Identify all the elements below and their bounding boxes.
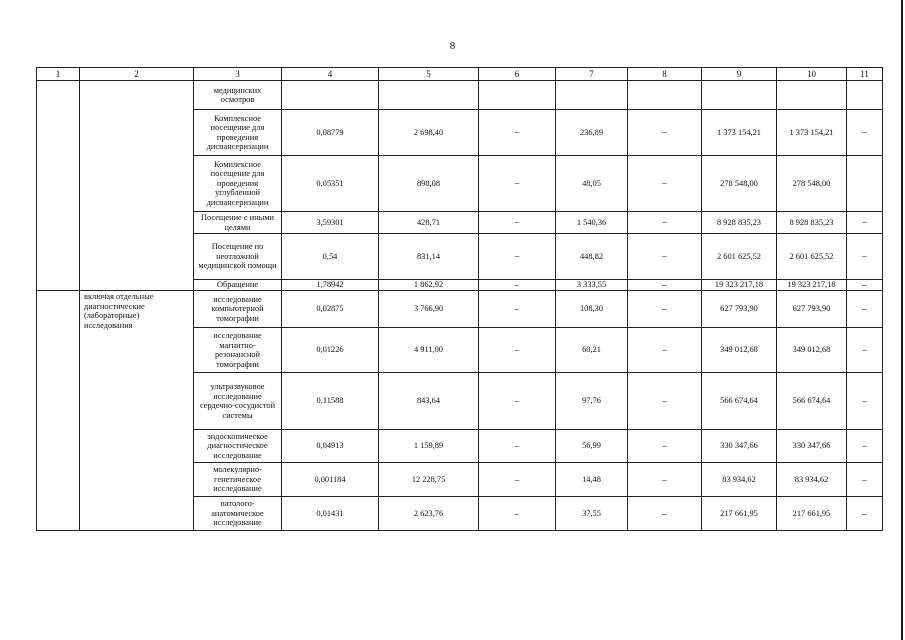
col-6: – [479,497,556,531]
col-6 [479,81,556,110]
volume-norm: 0,08779 [282,110,379,156]
col-1-cell [37,291,80,531]
volume-norm: 0,001184 [282,463,379,497]
per-capita: 236,89 [556,110,628,156]
volume-norm: 3,59301 [282,212,379,234]
col-6: – [479,280,556,291]
column-number-11: 11 [847,68,883,81]
total-amount [702,81,777,110]
total-amount: 330 347,66 [702,430,777,463]
col-6: – [479,110,556,156]
per-capita: 14,48 [556,463,628,497]
service-name: Обращение [194,280,282,291]
volume-norm: 0,04913 [282,430,379,463]
total-amount-2: 2 601 625,52 [777,234,847,280]
service-name: Комплексное посещение для проведения диспансеризации [194,110,282,156]
per-capita: 97,76 [556,373,628,430]
col-2-cell [80,81,194,291]
col-1-cell [37,81,80,291]
col-11 [847,156,883,212]
col-6: – [479,291,556,328]
volume-norm: 0,01226 [282,328,379,373]
total-amount: 278 548,00 [702,156,777,212]
col-6: – [479,373,556,430]
total-amount: 2 601 625,52 [702,234,777,280]
col-11: – [847,280,883,291]
page-edge [901,0,903,640]
service-name: Посещение с иными целями [194,212,282,234]
total-amount-2: 8 928 835,23 [777,212,847,234]
cost-norm: 428,71 [379,212,479,234]
total-amount-2: 566 674,64 [777,373,847,430]
table-row [37,291,883,328]
column-number-6: 6 [479,68,556,81]
per-capita: 3 333,55 [556,280,628,291]
col-11: – [847,373,883,430]
column-number-10: 10 [777,68,847,81]
per-capita: 60,21 [556,328,628,373]
column-number-9: 9 [702,68,777,81]
cost-norm: 2 698,40 [379,110,479,156]
cost-norm: 2 623,76 [379,497,479,531]
col-8: – [628,373,702,430]
col-6: – [479,463,556,497]
service-name: эндоскопическое диагностическое исследование [194,430,282,463]
volume-norm: 0,01431 [282,497,379,531]
col-6: – [479,328,556,373]
per-capita: 37,55 [556,497,628,531]
cost-norm: 843,64 [379,373,479,430]
col-8: – [628,497,702,531]
column-number-3: 3 [194,68,282,81]
col-8: – [628,212,702,234]
total-amount: 83 934,62 [702,463,777,497]
col-8: – [628,234,702,280]
service-name: ультразвуковое исследование сердечно-сосудистой системы [194,373,282,430]
total-amount: 19 323 217,18 [702,280,777,291]
cost-norm: 831,14 [379,234,479,280]
col-8: – [628,328,702,373]
col-11: – [847,463,883,497]
per-capita: 48,05 [556,156,628,212]
cost-norm: 12 228,75 [379,463,479,497]
volume-norm: 0,54 [282,234,379,280]
volume-norm [282,81,379,110]
per-capita: 108,30 [556,291,628,328]
total-amount-2: 19 323 217,18 [777,280,847,291]
total-amount-2: 349 012,68 [777,328,847,373]
column-number-4: 4 [282,68,379,81]
column-number-row [37,68,883,81]
cost-norm: 3 766,90 [379,291,479,328]
cost-norm: 898,08 [379,156,479,212]
per-capita: 1 540,36 [556,212,628,234]
col-11: – [847,328,883,373]
page-number: 8 [449,40,456,52]
volume-norm: 0,05351 [282,156,379,212]
total-amount-2: 217 661,95 [777,497,847,531]
column-number-5: 5 [379,68,479,81]
per-capita: 56,99 [556,430,628,463]
col-11: – [847,212,883,234]
col-6: – [479,212,556,234]
per-capita: 448,82 [556,234,628,280]
total-amount-2: 330 347,66 [777,430,847,463]
col-8: – [628,156,702,212]
table-row [37,81,883,110]
volume-norm: 0,11588 [282,373,379,430]
cost-norm [379,81,479,110]
per-capita [556,81,628,110]
service-name: молекулярно-генетическое исследование [194,463,282,497]
service-name: Комплексное посещение для проведения углубленной диспансеризации [194,156,282,212]
service-name: исследование магнитно-резонансной томографии [194,328,282,373]
col-11: – [847,497,883,531]
total-amount: 627 793,90 [702,291,777,328]
col-8: – [628,430,702,463]
service-name: Посещение по неотложной медицинской помощи [194,234,282,280]
column-number-1: 1 [37,68,80,81]
section-label: включая отдельные диагностические (лабораторные) исследования [80,291,194,531]
total-amount: 217 661,95 [702,497,777,531]
col-8: – [628,280,702,291]
col-11: – [847,234,883,280]
table-body [37,68,883,531]
col-8: – [628,291,702,328]
tariff-table [36,67,883,531]
col-11: – [847,110,883,156]
col-8: – [628,463,702,497]
volume-norm: 1,78942 [282,280,379,291]
total-amount: 8 928 835,23 [702,212,777,234]
col-6: – [479,430,556,463]
service-name: исследование компьютерной томографии [194,291,282,328]
column-number-8: 8 [628,68,702,81]
total-amount: 566 674,64 [702,373,777,430]
col-6: – [479,156,556,212]
total-amount: 1 373 154,21 [702,110,777,156]
col-11: – [847,291,883,328]
col-8 [628,81,702,110]
cost-norm: 1 159,89 [379,430,479,463]
col-6: – [479,234,556,280]
col-8: – [628,110,702,156]
column-number-2: 2 [80,68,194,81]
col-11 [847,81,883,110]
total-amount-2: 83 934,62 [777,463,847,497]
total-amount: 349 012,68 [702,328,777,373]
cost-norm: 1 862,92 [379,280,479,291]
total-amount-2: 278 548,00 [777,156,847,212]
total-amount-2: 627 793,90 [777,291,847,328]
total-amount-2: 1 373 154,21 [777,110,847,156]
service-name: медицинских осмотров [194,81,282,110]
total-amount-2 [777,81,847,110]
col-11: – [847,430,883,463]
volume-norm: 0,02875 [282,291,379,328]
cost-norm: 4 911,00 [379,328,479,373]
column-number-7: 7 [556,68,628,81]
service-name: патолого-анатомическое исследование [194,497,282,531]
